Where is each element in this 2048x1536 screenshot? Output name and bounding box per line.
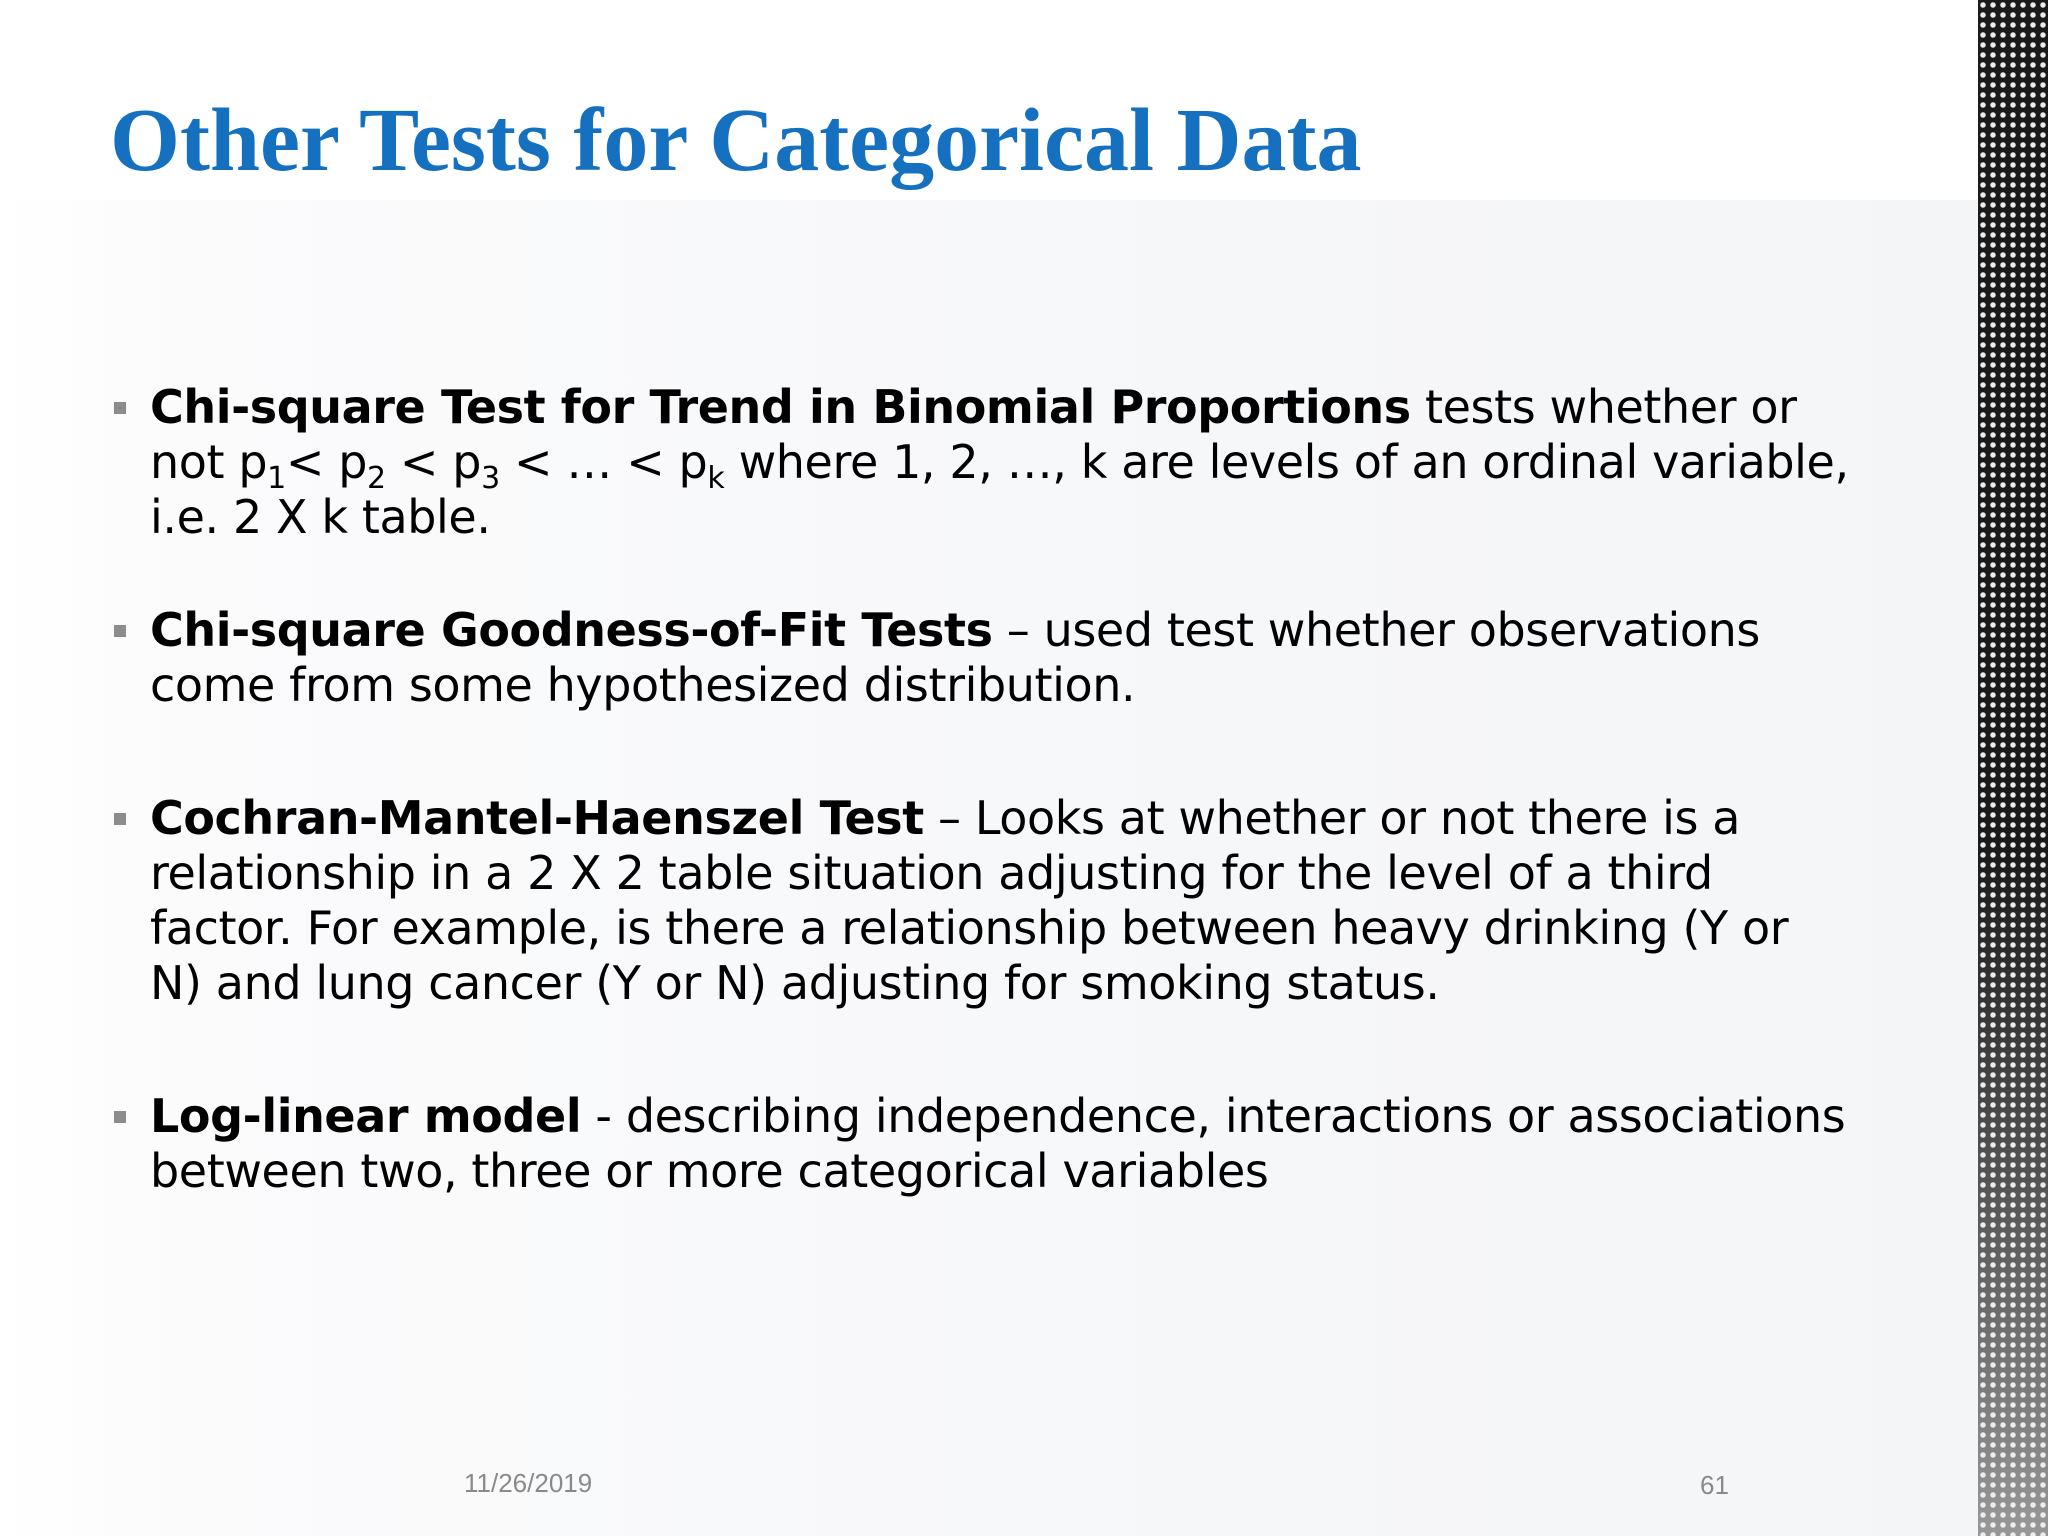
bullet-line: i.e. 2 X k table. — [150, 490, 491, 544]
bullet-line: between two, three or more categorical variables — [150, 1144, 1269, 1198]
footer-date: 11/26/2019 — [464, 1468, 593, 1498]
subscript: 1 — [267, 461, 286, 496]
bullet-line — [150, 380, 1912, 435]
subscript: 2 — [367, 461, 386, 496]
bullet-line: factor. For example, is there a relationship between heavy drinking (Y or — [150, 901, 1789, 955]
slide-title: Other Tests for Categorical Data — [110, 91, 1362, 190]
square-bullet-icon — [114, 813, 126, 825]
bullet-chi-square-trend — [112, 380, 1912, 545]
bullet-term: Chi-square Goodness-of-Fit Tests — [150, 603, 993, 657]
bullet-text: not p — [150, 435, 268, 489]
bullet-text: - describing independence, interactions or associations — [581, 1089, 1846, 1143]
bullet-cochran-mantel-haenszel — [112, 791, 1912, 1011]
bullet-line — [150, 603, 1912, 658]
bullet-log-linear-model — [112, 1089, 1912, 1199]
bullet-text: – used test whether observations — [992, 603, 1760, 657]
bullet-text: tests whether or — [1410, 380, 1797, 434]
bullet-line — [150, 1089, 1912, 1144]
bullet-line: N) and lung cancer (Y or N) adjusting for smoking status. — [150, 956, 1440, 1010]
bullet-line — [150, 791, 1912, 846]
bullet-text: where 1, 2, …, k are levels of an ordinal variable, — [724, 435, 1849, 489]
footer-page-number: 61 — [1700, 1470, 1729, 1500]
bullet-text: – Looks at whether or not there is a — [923, 791, 1741, 845]
bullet-term: Chi-square Test for Trend in Binomial Proportions — [150, 380, 1411, 434]
decorative-halftone-strip — [1978, 0, 2048, 1536]
subscript: k — [707, 461, 725, 496]
bullet-line: relationship in a 2 X 2 table situation adjusting for the level of a third — [150, 846, 1713, 900]
square-bullet-icon — [114, 402, 126, 414]
bullet-line: come from some hypothesized distribution. — [150, 658, 1136, 712]
square-bullet-icon — [114, 1111, 126, 1123]
bullet-text: < … < p — [499, 435, 708, 489]
bullet-list — [112, 380, 1912, 1199]
bullet-goodness-of-fit — [112, 603, 1912, 713]
bullet-term: Cochran-Mantel-Haenszel Test — [150, 791, 924, 845]
square-bullet-icon — [114, 625, 126, 637]
bullet-term: Log-linear model — [150, 1089, 582, 1143]
bullet-text: < p — [285, 435, 368, 489]
bullet-text: < p — [385, 435, 482, 489]
subscript: 3 — [481, 461, 500, 496]
bullet-line — [150, 435, 1912, 496]
